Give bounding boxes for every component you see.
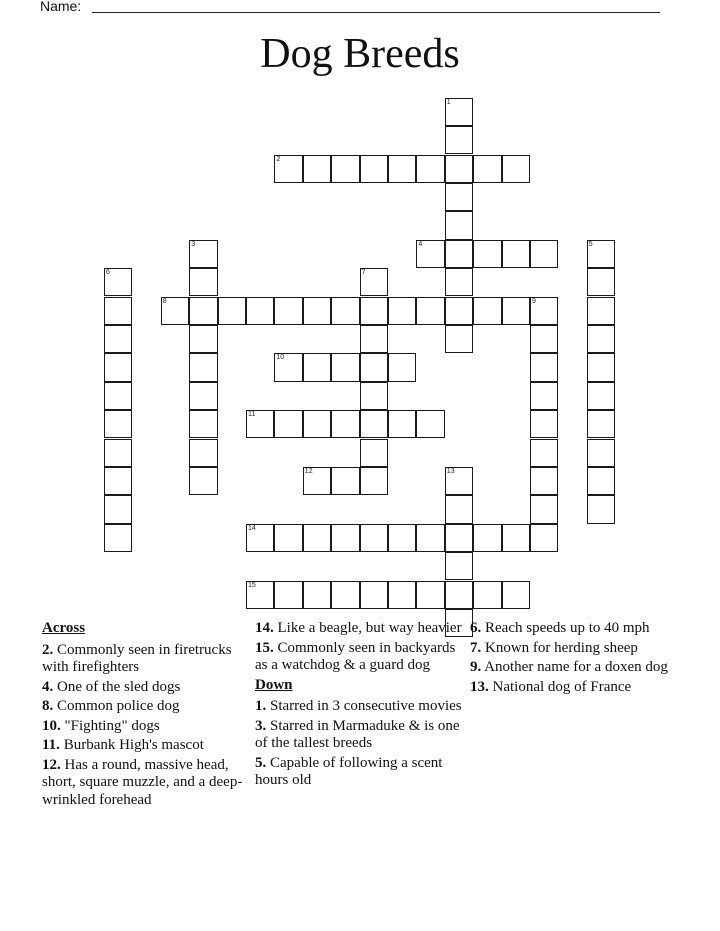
clue-number: 5. xyxy=(255,754,267,771)
grid-cell[interactable] xyxy=(502,155,530,183)
grid-cell[interactable] xyxy=(587,467,615,495)
clue-number: 2. xyxy=(42,641,54,658)
grid-cell[interactable] xyxy=(445,126,473,154)
clues-column-2 xyxy=(255,620,463,792)
clue-4 xyxy=(42,679,247,697)
grid-cell[interactable] xyxy=(104,268,132,296)
clue-9 xyxy=(470,659,680,677)
grid-cell[interactable] xyxy=(189,240,217,268)
grid-cell[interactable] xyxy=(502,297,530,325)
grid-cell[interactable] xyxy=(360,155,388,183)
grid-cell[interactable] xyxy=(331,297,359,325)
grid-cell[interactable] xyxy=(303,353,331,381)
grid-cell[interactable] xyxy=(331,467,359,495)
grid-cell[interactable] xyxy=(104,467,132,495)
grid-cell[interactable] xyxy=(360,353,388,381)
clue-text: Known for herding sheep xyxy=(481,639,638,656)
grid-cell[interactable] xyxy=(388,524,416,552)
grid-cell[interactable] xyxy=(360,439,388,467)
grid-cell[interactable] xyxy=(587,353,615,381)
clue-text: Reach speeds up to 40 mph xyxy=(481,620,650,636)
clue-text: National dog of France xyxy=(488,678,632,695)
grid-cell[interactable] xyxy=(331,410,359,438)
grid-cell[interactable] xyxy=(246,524,274,552)
grid-cell[interactable] xyxy=(587,297,615,325)
grid-cell[interactable] xyxy=(189,467,217,495)
grid-cell[interactable] xyxy=(189,382,217,410)
grid-cell[interactable] xyxy=(189,268,217,296)
grid-cell[interactable] xyxy=(360,382,388,410)
grid-cell[interactable] xyxy=(445,268,473,296)
grid-cell[interactable] xyxy=(360,297,388,325)
clue-number: 13. xyxy=(470,678,489,695)
grid-cell[interactable] xyxy=(303,297,331,325)
grid-cell[interactable] xyxy=(388,353,416,381)
clue-text: Commonly seen in firetrucks with firefighters xyxy=(42,641,232,675)
grid-cell[interactable] xyxy=(445,524,473,552)
clue-number-label: 1 xyxy=(446,98,451,106)
clue-number: 8. xyxy=(42,698,54,714)
clue-text: Commonly seen in backyards as a watchdog & a guard dog xyxy=(255,639,456,673)
grid-cell[interactable] xyxy=(303,155,331,183)
grid-cell[interactable] xyxy=(445,98,473,126)
grid-cell[interactable] xyxy=(360,524,388,552)
grid-cell[interactable] xyxy=(246,581,274,609)
clue-text: Another name for a doxen dog xyxy=(481,659,668,675)
grid-cell[interactable] xyxy=(104,382,132,410)
clue-number-label: 6 xyxy=(106,269,110,277)
grid-cell[interactable] xyxy=(104,495,132,523)
grid-cell[interactable] xyxy=(331,524,359,552)
clue-7 xyxy=(470,640,680,658)
grid-cell[interactable] xyxy=(274,155,302,183)
clue-text: Has a round, massive head, short, square muzzle, and a deep- wrinkled forehead xyxy=(42,756,243,808)
grid-cell[interactable] xyxy=(530,353,558,381)
clue-text: Common police dog xyxy=(53,698,180,714)
grid-cell[interactable] xyxy=(530,467,558,495)
clue-number-label: 14 xyxy=(248,524,256,532)
grid-cell[interactable] xyxy=(587,240,615,268)
clue-number-label: 10 xyxy=(276,354,285,362)
clue-5 xyxy=(255,755,463,790)
grid-cell[interactable] xyxy=(246,410,274,438)
clue-8 xyxy=(42,698,247,716)
grid-cell[interactable] xyxy=(189,410,217,438)
grid-cell[interactable] xyxy=(274,353,302,381)
grid-cell[interactable] xyxy=(274,581,302,609)
clue-number: 15. xyxy=(255,639,274,656)
grid-cell[interactable] xyxy=(502,581,530,609)
clue-2 xyxy=(42,642,247,677)
grid-cell[interactable] xyxy=(104,353,132,381)
grid-cell[interactable] xyxy=(161,297,189,325)
clue-number: 11. xyxy=(42,737,60,753)
grid-cell[interactable] xyxy=(502,524,530,552)
name-line xyxy=(92,12,660,13)
grid-cell[interactable] xyxy=(218,297,246,325)
grid-cell[interactable] xyxy=(274,297,302,325)
clue-number-label: 3 xyxy=(191,240,196,248)
grid-cell[interactable] xyxy=(416,240,444,268)
clue-text: Capable of following a scent hours old xyxy=(255,754,443,788)
grid-cell[interactable] xyxy=(331,353,359,381)
clue-text: Starred in Marmaduke & is one of the tallest breeds xyxy=(255,717,460,751)
clue-number: 4. xyxy=(42,678,54,695)
grid-cell[interactable] xyxy=(360,268,388,296)
clue-15 xyxy=(255,640,463,675)
clue-text: Burbank High's mascot xyxy=(59,737,204,753)
clue-number-label: 5 xyxy=(588,240,593,248)
grid-cell[interactable] xyxy=(416,297,444,325)
clue-number-label: 4 xyxy=(418,240,423,248)
grid-cell[interactable] xyxy=(360,325,388,353)
grid-cell[interactable] xyxy=(587,268,615,296)
clue-12 xyxy=(42,757,247,810)
grid-cell[interactable] xyxy=(530,382,558,410)
grid-cell[interactable] xyxy=(104,410,132,438)
clue-14 xyxy=(255,620,463,638)
grid-cell[interactable] xyxy=(445,155,473,183)
grid-cell[interactable] xyxy=(445,467,473,495)
grid-cell[interactable] xyxy=(530,240,558,268)
grid-cell[interactable] xyxy=(388,410,416,438)
grid-cell[interactable] xyxy=(530,524,558,552)
clue-number: 3. xyxy=(255,717,267,734)
grid-cell[interactable] xyxy=(445,581,473,609)
grid-cell[interactable] xyxy=(473,581,501,609)
grid-cell[interactable] xyxy=(360,410,388,438)
grid-cell[interactable] xyxy=(473,297,501,325)
grid-cell[interactable] xyxy=(189,325,217,353)
grid-cell[interactable] xyxy=(587,382,615,410)
clue-number: 9. xyxy=(470,659,482,675)
grid-cell[interactable] xyxy=(303,581,331,609)
grid-cell[interactable] xyxy=(445,211,473,239)
clue-13 xyxy=(470,679,680,697)
down-heading: Down xyxy=(255,676,293,693)
page-title: Dog Breeds xyxy=(260,31,460,77)
clue-10 xyxy=(42,718,247,736)
grid-cell[interactable] xyxy=(445,183,473,211)
grid-cell[interactable] xyxy=(530,439,558,467)
grid-cell[interactable] xyxy=(587,439,615,467)
clue-text: Starred in 3 consecutive movies xyxy=(266,698,462,714)
name-label: Name: xyxy=(40,0,82,14)
grid-cell[interactable] xyxy=(360,581,388,609)
grid-cell[interactable] xyxy=(445,552,473,580)
grid-cell[interactable] xyxy=(587,325,615,353)
clue-number-label: 15 xyxy=(248,581,256,589)
clue-number-label: 12 xyxy=(304,467,313,475)
grid-cell[interactable] xyxy=(445,495,473,523)
grid-cell[interactable] xyxy=(473,524,501,552)
grid-cell[interactable] xyxy=(416,155,444,183)
clue-text: One of the sled dogs xyxy=(53,678,181,695)
clue-3 xyxy=(255,718,463,753)
grid-cell[interactable] xyxy=(388,297,416,325)
clue-1 xyxy=(255,698,463,716)
grid-cell[interactable] xyxy=(274,524,302,552)
grid-cell[interactable] xyxy=(587,410,615,438)
grid-cell[interactable] xyxy=(104,524,132,552)
clue-number: 10. xyxy=(42,717,61,734)
grid-cell[interactable] xyxy=(331,581,359,609)
grid-cell[interactable] xyxy=(445,240,473,268)
grid-cell[interactable] xyxy=(530,495,558,523)
clue-number: 12. xyxy=(42,756,61,773)
clue-number-label: 2 xyxy=(276,155,281,163)
grid-cell[interactable] xyxy=(530,410,558,438)
grid-cell[interactable] xyxy=(274,410,302,438)
clue-number-label: 7 xyxy=(361,269,366,277)
clue-number-label: 9 xyxy=(532,297,536,305)
name-field xyxy=(40,0,660,16)
grid-cell[interactable] xyxy=(587,495,615,523)
grid-cell[interactable] xyxy=(303,467,331,495)
grid-cell[interactable] xyxy=(445,325,473,353)
clue-number: 6. xyxy=(470,620,482,636)
grid-cell[interactable] xyxy=(104,297,132,325)
clue-number-label: 11 xyxy=(248,411,256,419)
grid-cell[interactable] xyxy=(473,240,501,268)
clues-column-3 xyxy=(470,620,680,698)
grid-cell[interactable] xyxy=(331,155,359,183)
grid-cell[interactable] xyxy=(416,581,444,609)
grid-cell[interactable] xyxy=(303,410,331,438)
clue-number: 14. xyxy=(255,620,274,636)
grid-cell[interactable] xyxy=(189,439,217,467)
across-heading: Across xyxy=(42,620,86,636)
clue-11 xyxy=(42,737,247,755)
clue-number-label: 13 xyxy=(446,467,455,475)
grid-cell[interactable] xyxy=(416,410,444,438)
clue-text: Like a beagle, but way heavier xyxy=(273,620,462,636)
clues-column-1 xyxy=(42,620,247,811)
clue-text: "Fighting" dogs xyxy=(60,717,160,734)
grid-cell[interactable] xyxy=(388,581,416,609)
clue-number: 7. xyxy=(470,639,482,656)
grid-cell[interactable] xyxy=(530,325,558,353)
grid-cell[interactable] xyxy=(360,467,388,495)
grid-cell[interactable] xyxy=(445,297,473,325)
grid-cell[interactable] xyxy=(246,297,274,325)
clue-number: 1. xyxy=(255,698,267,714)
grid-cell[interactable] xyxy=(104,439,132,467)
grid-cell[interactable] xyxy=(104,325,132,353)
clue-number-label: 8 xyxy=(162,297,167,305)
grid-cell[interactable] xyxy=(416,524,444,552)
grid-cell[interactable] xyxy=(530,297,558,325)
grid-cell[interactable] xyxy=(502,240,530,268)
grid-cell[interactable] xyxy=(473,155,501,183)
grid-cell[interactable] xyxy=(303,524,331,552)
clue-6 xyxy=(470,620,680,638)
grid-cell[interactable] xyxy=(189,353,217,381)
grid-cell[interactable] xyxy=(388,155,416,183)
grid-cell[interactable] xyxy=(189,297,217,325)
